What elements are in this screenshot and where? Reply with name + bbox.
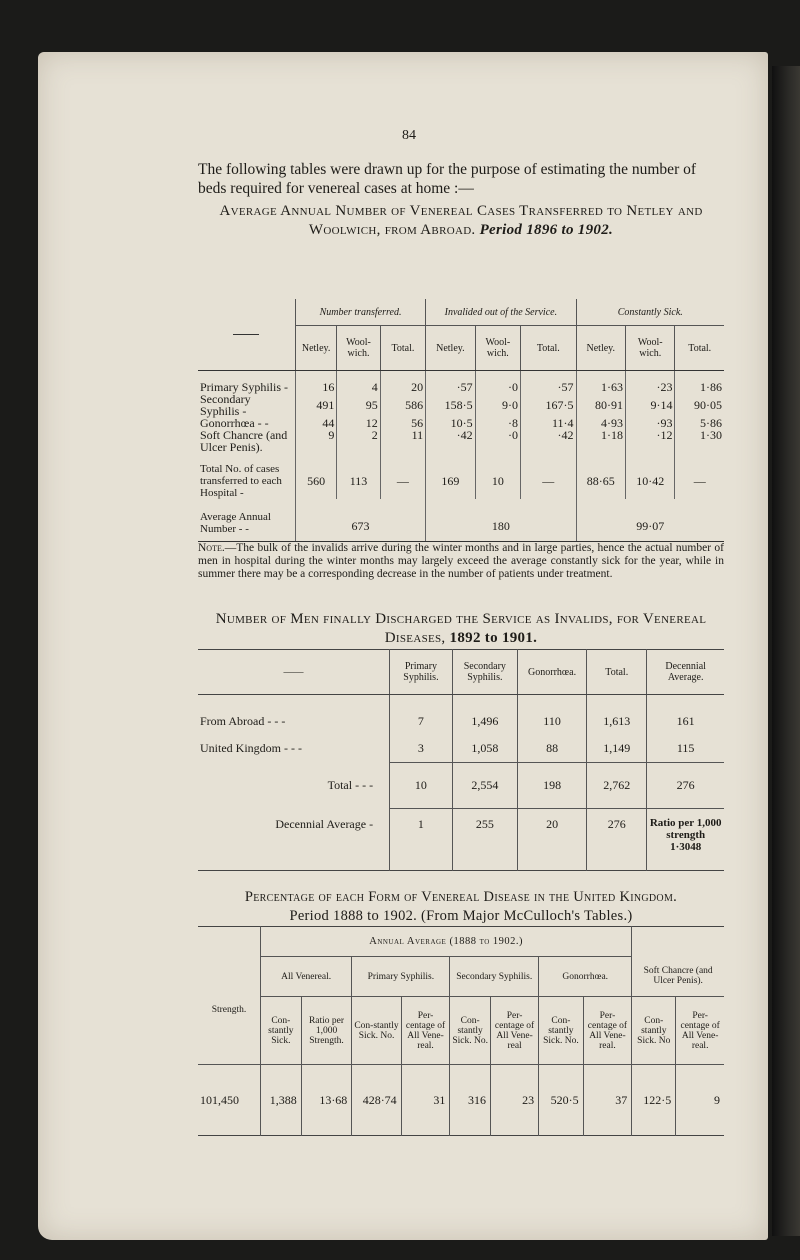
page-number: 84 [402,128,416,143]
cell: 16 [295,371,336,394]
table3-subheader: Per-centage of All Vene-real. [401,997,450,1065]
table3-subheader: Con-stantly Sick. No [632,997,676,1065]
table3-title-main: Percentage of each Form of Venereal Disease in the United Kingdom. [244,889,678,905]
table2-title [188,610,734,648]
table1-group: Invalided out of the Service. [426,299,576,326]
cell: ·23 [626,371,675,394]
cell: 56 [380,417,425,429]
cell: 99·07 [576,499,724,542]
table1-subheader: Netley. [295,326,336,371]
table2-header: Decennial Average. [647,650,724,695]
table1-title [188,202,734,240]
note-text: —The bulk of the invalids arrive during the winter months and in large parties, hence the actual number of men in hospital during the winter months may largely exceed the average constantly sick for the year, while in summer there may be a corresponding decrease in the number of patients under treatment. [198,542,724,580]
table3-title-source: (From Major McCulloch's Tables.) [421,908,633,924]
strength-header: Strength. [198,957,261,1065]
table3-subheader: Con-stantly Sick. No. [539,997,583,1065]
table-percentage-by-form [198,926,724,1136]
table3-super-header: Annual Average (1888 to 1902.) [261,927,632,957]
cell: ·8 [475,417,520,429]
table-row-average [198,809,724,871]
table1-group: Constantly Sick. [576,299,724,326]
cell: 5·86 [675,417,724,429]
table1-subheader: Wool-wich. [337,326,380,371]
cell: ·0 [475,371,520,394]
table-discharged-invalids [198,649,724,871]
cell: 586 [380,393,425,417]
table1-subheader: Wool-wich. [475,326,520,371]
cell: 520·5 [539,1065,583,1136]
table3-title-period: Period 1888 to 1902. [289,908,418,924]
table3-subheader: Con-stantly Sick. No. [352,997,401,1065]
cell: 122·5 [632,1065,676,1136]
cell: 3 [390,735,453,763]
row-label: Total No. of cases transferred to each Hospital - [200,463,282,499]
table2-header: Total. [587,650,647,695]
table3-subheader: Ratio per 1,000 Strength. [301,997,352,1065]
cell: 560 [295,453,336,499]
book-page [38,52,768,1240]
cell: 198 [517,763,586,809]
cell: 88·65 [576,453,625,499]
table2-header: Secondary Syphilis. [452,650,517,695]
cell: 37 [583,1065,632,1136]
cell: 1,058 [452,735,517,763]
table3-subheader: Per-centage of All Vene-real. [676,997,724,1065]
cell: 169 [426,453,475,499]
table-row-average [198,499,724,542]
cell: 88 [517,735,586,763]
table2-title-period: 1892 to 1901. [449,630,538,646]
row-label: Soft Chancre (and Ulcer Penis). [200,428,288,454]
cell: 10 [475,453,520,499]
cell: ·12 [626,429,675,453]
table1-subheader: Wool-wich. [626,326,675,371]
book-spine-edge [772,66,800,1236]
table1-subheader: Netley. [576,326,625,371]
table3-subheader: Per-centage of All Vene-real. [583,997,632,1065]
cell: 7 [390,695,453,735]
cell: 90·05 [675,393,724,417]
cell: 10·42 [626,453,675,499]
table-row [198,695,724,735]
cell: 95 [337,393,380,417]
table1-group: Number transferred. [295,299,425,326]
cell: 13·68 [301,1065,352,1136]
cell: 12 [337,417,380,429]
row-label: Primary Syphilis - [200,380,289,394]
table-row-total [198,763,724,809]
cell: 276 [647,763,724,809]
table3-title [188,888,734,926]
cell: 11 [380,429,425,453]
row-label: Average Annual Number - - [198,499,295,542]
cell: 316 [450,1065,491,1136]
cell: — [380,453,425,499]
table2-title-main: Number of Men finally Discharged the Service as Invalids, for Venereal Diseases, [215,611,707,646]
row-label: Total - - - [327,778,374,792]
cell: 20 [517,809,586,871]
cell: — [675,453,724,499]
cell: 161 [647,695,724,735]
cell: 4·93 [576,417,625,429]
cell: 2 [337,429,380,453]
row-label: From Abroad - - - [200,714,286,729]
cell: 158·5 [426,393,475,417]
cell: ·0 [475,429,520,453]
table1-subheader: Total. [521,326,577,371]
cell: 9·14 [626,393,675,417]
cell: — [521,453,577,499]
row-label: Gonorrhœa - - [200,416,269,430]
cell: 9 [295,429,336,453]
cell: 167·5 [521,393,577,417]
cell: Ratio per 1,000 strength 1·3048 [647,809,724,871]
table3-group: Soft Chancre (and Ulcer Penis). [632,957,724,997]
note-paragraph [198,542,724,581]
table2-header: Gonorrhœa. [517,650,586,695]
table-row-total [198,453,724,499]
table-row [198,371,724,394]
intro-paragraph: The following tables were drawn up for the purpose of estimating the number of beds required for venereal cases at home :— [198,161,697,197]
cell: 44 [295,417,336,429]
table-row [198,429,724,453]
cell: 113 [337,453,380,499]
cell: 2,554 [452,763,517,809]
cell: 1,613 [587,695,647,735]
table-row [198,735,724,763]
cell: 101,450 [200,1092,239,1107]
table3-subheader: Con-stantly Sick. [261,997,302,1065]
table2-header: —— [198,650,390,695]
cell: 80·91 [576,393,625,417]
table3-group: All Venereal. [261,957,352,997]
table3-group: Primary Syphilis. [352,957,450,997]
cell: 276 [587,809,647,871]
cell: 2,762 [587,763,647,809]
cell: 110 [517,695,586,735]
cell: 1 [390,809,453,871]
cell: 428·74 [352,1065,401,1136]
table3-group: Gonorrhœa. [539,957,632,997]
table1-subheader: Total. [380,326,425,371]
cell: ·57 [426,371,475,394]
table1-corner [198,299,295,371]
cell: 1,149 [587,735,647,763]
cell: 1·86 [675,371,724,394]
cell: 1·18 [576,429,625,453]
row-label: Secondary Syphilis - [200,392,251,418]
cell: 180 [426,499,576,542]
cell: 1,496 [452,695,517,735]
table1-subheader: Netley. [426,326,475,371]
table3-blank [198,927,261,957]
cell: ·57 [521,371,577,394]
row-label: Decennial Average - [275,816,374,831]
table-row [198,393,724,417]
cell: 9·0 [475,393,520,417]
cell: ·42 [426,429,475,453]
cell: 31 [401,1065,450,1136]
cell: 1,388 [261,1065,302,1136]
cell: 4 [337,371,380,394]
cell: 673 [295,499,425,542]
cell: 10·5 [426,417,475,429]
row-label: United Kingdom - - - [200,741,302,755]
cell: 491 [295,393,336,417]
cell: 9 [676,1065,724,1136]
table1-title-main: Average Annual Number of Venereal Cases Transferred to Netley and Woolwich, from Abroad. [219,203,703,238]
cell: 255 [452,809,517,871]
cell: 20 [380,371,425,394]
cell: 1·63 [576,371,625,394]
cell: 10 [390,763,453,809]
table3-subheader: Con-stantly Sick. No. [450,997,491,1065]
table-transferred-cases [198,299,724,542]
table3-blank [632,927,724,957]
cell: ·42 [521,429,577,453]
cell: 11·4 [521,417,577,429]
table1-title-period: Period 1896 to 1902. [479,222,614,238]
table2-header: Primary Syphilis. [390,650,453,695]
cell: ·93 [626,417,675,429]
cell: 23 [490,1065,538,1136]
table-row [198,1065,724,1136]
cell: 115 [647,735,724,763]
cell: 1·30 [675,429,724,453]
table3-group: Secondary Syphilis. [450,957,539,997]
table1-subheader: Total. [675,326,724,371]
table3-subheader: Per-centage of All Vene-real [490,997,538,1065]
note-lead: Note. [198,542,225,554]
